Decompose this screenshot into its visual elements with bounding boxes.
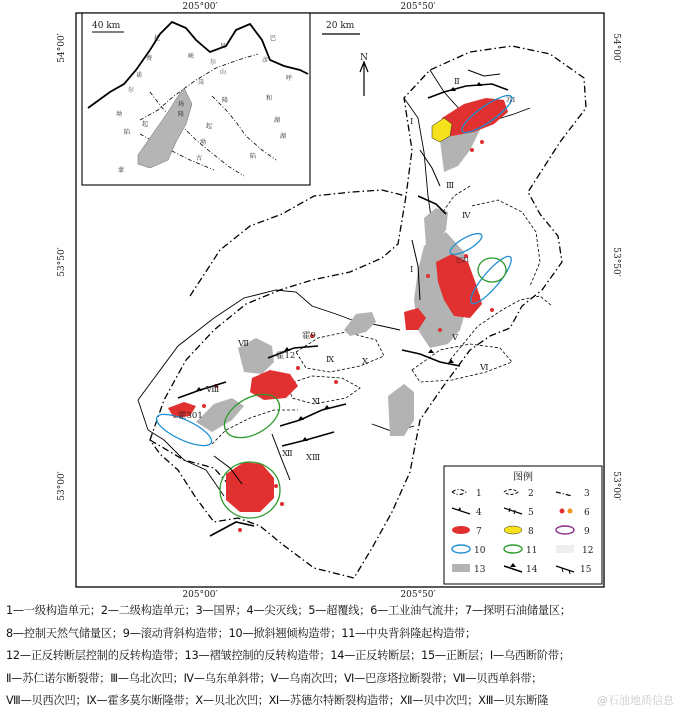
unit-label: Ⅸ [326, 355, 335, 365]
unit-label: Ⅻ [282, 449, 293, 459]
watermark: @石油地质信息 [597, 694, 674, 707]
unit-label: Ⅶ [238, 339, 249, 349]
caption-line: 12—正反转断层控制的反转构造带；13—褶皱控制的反转构造带；14—正反转断层；15—正断层；Ⅰ—乌西断阶带； [6, 649, 570, 663]
legend-item-12: 12 [582, 546, 594, 556]
inset-label: 坳 [200, 139, 207, 146]
unit-label: Ⅷ [206, 385, 220, 395]
caption-line: 8—控制天然气储量区；9—滚动背斜构造带；10—掀斜翘倾构造带；11—中央背斜隆起构造带； [6, 626, 477, 640]
coord-right-2: 53°50′ [611, 247, 621, 277]
unit-label: Ⅱ [454, 77, 460, 87]
inset-label: 岗 [198, 79, 205, 86]
inset-scale: 40 km [92, 21, 121, 31]
inset-label: 陷 [250, 153, 257, 160]
inset-label: 蒙 [118, 167, 125, 174]
coord-right-1: 54°00′ [611, 33, 621, 63]
unit-label: Ⅳ [462, 211, 471, 221]
figure-caption [6, 600, 674, 713]
legend-item-9: 9 [584, 527, 590, 537]
legend-item-6: 6 [584, 508, 590, 518]
well-label: 巴21 [456, 257, 470, 264]
well-label: 霍301 [178, 411, 203, 421]
unit-label: Ⅰ [410, 117, 414, 127]
coord-bottom-1: 205°00′ [182, 590, 218, 600]
inset-label: 陷 [124, 129, 131, 136]
well-label: 霍9 [302, 331, 316, 341]
coord-right-3: 53°00′ [611, 471, 621, 501]
north-label: N [360, 53, 368, 63]
unit-label: Ⅰ [410, 265, 414, 275]
coord-left-3: 53°00′ [57, 471, 67, 501]
inset-label: 诺 [136, 72, 143, 79]
legend-item-8: 8 [528, 527, 534, 537]
unit-label: Ⅵ [480, 363, 489, 373]
legend-item-11: 11 [526, 546, 538, 556]
inset-label: 尔 [210, 59, 217, 66]
inset-label: 赉 [146, 55, 153, 62]
inset-label: 贝 [220, 43, 227, 50]
unit-label: Ⅹ [362, 357, 369, 367]
legend-item-4: 4 [476, 508, 482, 518]
unit-label: Ⅺ [312, 397, 321, 407]
unit-label: Ⅴ [452, 333, 459, 343]
inset-map [82, 13, 310, 185]
legend-item-14: 14 [526, 565, 538, 575]
well-label: 霍12 [276, 351, 296, 361]
inset-label: 彦 [262, 57, 269, 64]
inset-label: 尔 [128, 87, 135, 94]
caption-line: 1—一级构造单元；2—二级构造单元；3—国界；4—尖灭线；5—超覆线；6—工业油气流井；7—探明石油储量区； [6, 604, 571, 617]
legend-item-15: 15 [580, 565, 592, 575]
inset-label: 隆 [222, 97, 229, 104]
inset-label: 古 [196, 155, 203, 162]
caption-line: Ⅱ—苏仁诺尔断裂带；Ⅲ—乌北次凹；Ⅳ—乌东单斜带；Ⅴ—乌南次凹；Ⅵ—巴彦塔拉断裂带；Ⅶ—贝西单斜带； [6, 671, 543, 685]
caption-line: Ⅷ—贝西次凹；Ⅸ—霍多莫尔断隆带；Ⅹ—贝北次凹；Ⅺ—苏德尔特断裂构造带；Ⅻ—贝中次凹；ⅩⅢ—贝东断隆 [6, 694, 549, 708]
well-label: 苏1 [506, 97, 516, 104]
legend-item-2: 2 [528, 489, 534, 499]
coord-left-1: 54°00′ [57, 33, 67, 63]
inset-label: 巴 [270, 35, 277, 42]
legend-item-3: 3 [584, 489, 590, 499]
inset-label: 起 [142, 121, 149, 128]
inset-label: 山 [220, 69, 227, 76]
legend-item-5: 5 [528, 508, 534, 518]
main-scale: 20 km [326, 21, 355, 31]
inset-label: 起 [206, 123, 213, 130]
inset-label: 隆 [178, 111, 185, 118]
inset-label: 湖 [280, 133, 287, 140]
legend-item-1: 1 [476, 489, 482, 499]
unit-label: Ⅲ [446, 181, 455, 191]
inset-label: 场 [178, 101, 185, 108]
inset-label: 峡 [188, 53, 195, 60]
coord-bottom-2: 205°50′ [400, 590, 436, 600]
inset-label: 湖 [274, 117, 281, 124]
inset-label: 呼 [286, 75, 293, 82]
inset-label: 扎 [154, 35, 161, 42]
inset-label: 和 [266, 95, 273, 102]
legend-item-13: 13 [474, 565, 486, 575]
unit-label: ⅩⅢ [306, 453, 321, 463]
legend-title: 图例 [513, 472, 533, 483]
coord-top-2: 205°50′ [400, 2, 436, 12]
coord-top-1: 205°00′ [182, 2, 218, 12]
legend-item-10: 10 [474, 546, 486, 556]
coord-left-2: 53°50′ [57, 247, 67, 277]
inset-label: 坳 [116, 111, 123, 118]
legend-item-7: 7 [476, 527, 482, 537]
legend [444, 466, 602, 584]
